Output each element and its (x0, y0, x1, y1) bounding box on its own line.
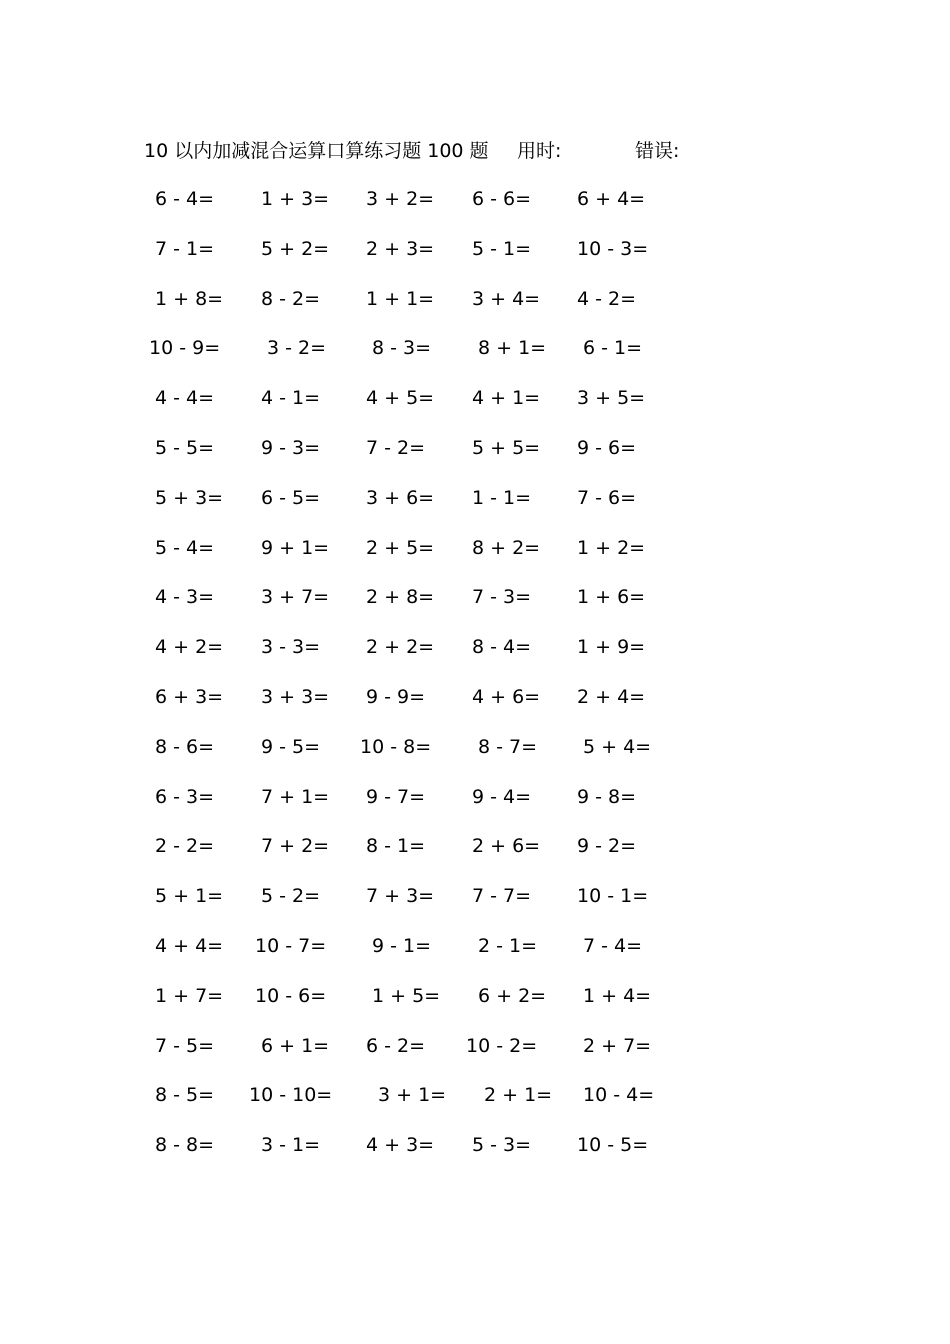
problem-item: 1 - 1= (472, 486, 532, 509)
problem-item: 2 + 7= (583, 1034, 652, 1057)
problem-item: 6 - 6= (472, 188, 532, 210)
problem-item: 6 + 2= (478, 984, 547, 1007)
problem-item: 5 + 2= (261, 237, 330, 260)
problem-item: 4 + 5= (366, 387, 435, 410)
problem-item: 2 + 8= (366, 586, 435, 609)
problem-item: 1 + 3= (261, 188, 330, 210)
problem-item: 5 - 3= (472, 1134, 532, 1157)
problem-item: 6 - 3= (155, 785, 215, 808)
problem-item: 10 - 10= (249, 1084, 333, 1107)
problem-item: 4 - 1= (261, 387, 321, 410)
problem-item: 6 + 4= (577, 188, 646, 210)
problem-item: 3 + 4= (472, 287, 541, 310)
problem-item: 6 - 2= (366, 1034, 426, 1057)
problem-item: 8 - 3= (372, 337, 432, 360)
problem-item: 6 + 1= (261, 1034, 330, 1057)
problem-item: 2 + 4= (577, 685, 646, 708)
problem-item: 9 - 6= (577, 436, 637, 459)
problem-row (0, 533, 950, 583)
problem-row (0, 682, 950, 732)
problem-item: 4 + 2= (155, 636, 224, 659)
problem-item: 9 - 5= (261, 735, 321, 758)
problem-row (0, 831, 950, 881)
problem-item: 7 + 1= (261, 785, 330, 808)
problem-row (0, 732, 950, 782)
worksheet-title: 10 以内加减混合运算口算练习题 100 题 (144, 140, 489, 162)
problem-item: 10 - 6= (255, 984, 327, 1007)
problem-item: 3 + 5= (577, 387, 646, 410)
problem-item: 9 - 1= (372, 934, 432, 957)
problem-item: 4 + 4= (155, 934, 224, 957)
problem-item: 3 + 2= (366, 188, 435, 210)
problem-item: 9 - 4= (472, 785, 532, 808)
problem-item: 2 + 3= (366, 237, 435, 260)
problem-item: 6 - 1= (583, 337, 643, 360)
problem-item: 6 + 3= (155, 685, 224, 708)
problem-item: 7 - 2= (366, 436, 426, 459)
problem-item: 7 - 5= (155, 1034, 215, 1057)
problem-item: 1 + 6= (577, 586, 646, 609)
problem-item: 6 - 4= (155, 188, 215, 210)
problem-item: 4 + 3= (366, 1134, 435, 1157)
problem-item: 7 - 4= (583, 934, 643, 957)
problem-item: 1 + 4= (583, 984, 652, 1007)
problem-item: 9 - 8= (577, 785, 637, 808)
problem-item: 10 - 1= (577, 885, 649, 908)
problem-item: 3 + 6= (366, 486, 435, 509)
problem-row (0, 881, 950, 931)
problem-item: 9 - 9= (366, 685, 426, 708)
problem-item: 8 - 2= (261, 287, 321, 310)
problem-row (0, 1080, 950, 1130)
problem-grid (0, 184, 950, 1180)
problem-row (0, 782, 950, 832)
problem-item: 1 + 5= (372, 984, 441, 1007)
problem-item: 3 + 3= (261, 685, 330, 708)
problem-item: 10 - 3= (577, 237, 649, 260)
problem-item: 8 - 6= (155, 735, 215, 758)
problem-item: 9 - 2= (577, 835, 637, 858)
problem-item: 8 - 8= (155, 1134, 215, 1157)
problem-row (0, 931, 950, 981)
problem-row (0, 632, 950, 682)
problem-item: 7 + 2= (261, 835, 330, 858)
problem-item: 9 - 7= (366, 785, 426, 808)
problem-item: 10 - 7= (255, 934, 327, 957)
problem-item: 5 - 5= (155, 436, 215, 459)
problem-item: 8 + 2= (472, 536, 541, 559)
problem-item: 4 + 6= (472, 685, 541, 708)
problem-item: 1 + 1= (366, 287, 435, 310)
problem-row (0, 184, 950, 234)
problem-row (0, 433, 950, 483)
problem-item: 3 - 1= (261, 1134, 321, 1157)
problem-item: 3 - 2= (267, 337, 327, 360)
problem-item: 5 + 1= (155, 885, 224, 908)
problem-item: 10 - 4= (583, 1084, 655, 1107)
problem-item: 7 - 6= (577, 486, 637, 509)
problem-item: 3 + 1= (378, 1084, 447, 1107)
problem-item: 2 + 5= (366, 536, 435, 559)
problem-item: 2 - 2= (155, 835, 215, 858)
problem-item: 6 - 5= (261, 486, 321, 509)
problem-item: 3 + 7= (261, 586, 330, 609)
problem-item: 3 - 3= (261, 636, 321, 659)
problem-item: 9 + 1= (261, 536, 330, 559)
time-used-label: 用时: (517, 140, 562, 162)
problem-row (0, 333, 950, 383)
problem-item: 1 + 2= (577, 536, 646, 559)
problem-item: 7 - 1= (155, 237, 215, 260)
error-count-label: 错误: (635, 140, 680, 162)
problem-row (0, 981, 950, 1031)
problem-item: 8 + 1= (478, 337, 547, 360)
problem-item: 5 + 5= (472, 436, 541, 459)
problem-item: 7 - 3= (472, 586, 532, 609)
problem-row (0, 1031, 950, 1081)
problem-item: 5 + 4= (583, 735, 652, 758)
problem-item: 1 + 8= (155, 287, 224, 310)
problem-item: 7 - 7= (472, 885, 532, 908)
problem-item: 4 - 2= (577, 287, 637, 310)
problem-row (0, 1130, 950, 1180)
problem-item: 1 + 7= (155, 984, 224, 1007)
problem-item: 8 - 1= (366, 835, 426, 858)
problem-item: 4 + 1= (472, 387, 541, 410)
problem-item: 4 - 3= (155, 586, 215, 609)
problem-item: 10 - 9= (149, 337, 221, 360)
problem-item: 2 + 6= (472, 835, 541, 858)
problem-row (0, 483, 950, 533)
problem-row (0, 582, 950, 632)
problem-item: 5 + 3= (155, 486, 224, 509)
problem-item: 7 + 3= (366, 885, 435, 908)
problem-row (0, 383, 950, 433)
problem-item: 5 - 2= (261, 885, 321, 908)
problem-item: 8 - 5= (155, 1084, 215, 1107)
problem-row (0, 234, 950, 284)
problem-item: 8 - 4= (472, 636, 532, 659)
problem-item: 2 - 1= (478, 934, 538, 957)
problem-row (0, 284, 950, 334)
problem-item: 2 + 2= (366, 636, 435, 659)
problem-item: 9 - 3= (261, 436, 321, 459)
problem-item: 5 - 4= (155, 536, 215, 559)
problem-item: 8 - 7= (478, 735, 538, 758)
problem-item: 2 + 1= (484, 1084, 553, 1107)
problem-item: 5 - 1= (472, 237, 532, 260)
problem-item: 4 - 4= (155, 387, 215, 410)
problem-item: 10 - 5= (577, 1134, 649, 1157)
problem-item: 10 - 8= (360, 735, 432, 758)
problem-item: 1 + 9= (577, 636, 646, 659)
problem-item: 10 - 2= (466, 1034, 538, 1057)
